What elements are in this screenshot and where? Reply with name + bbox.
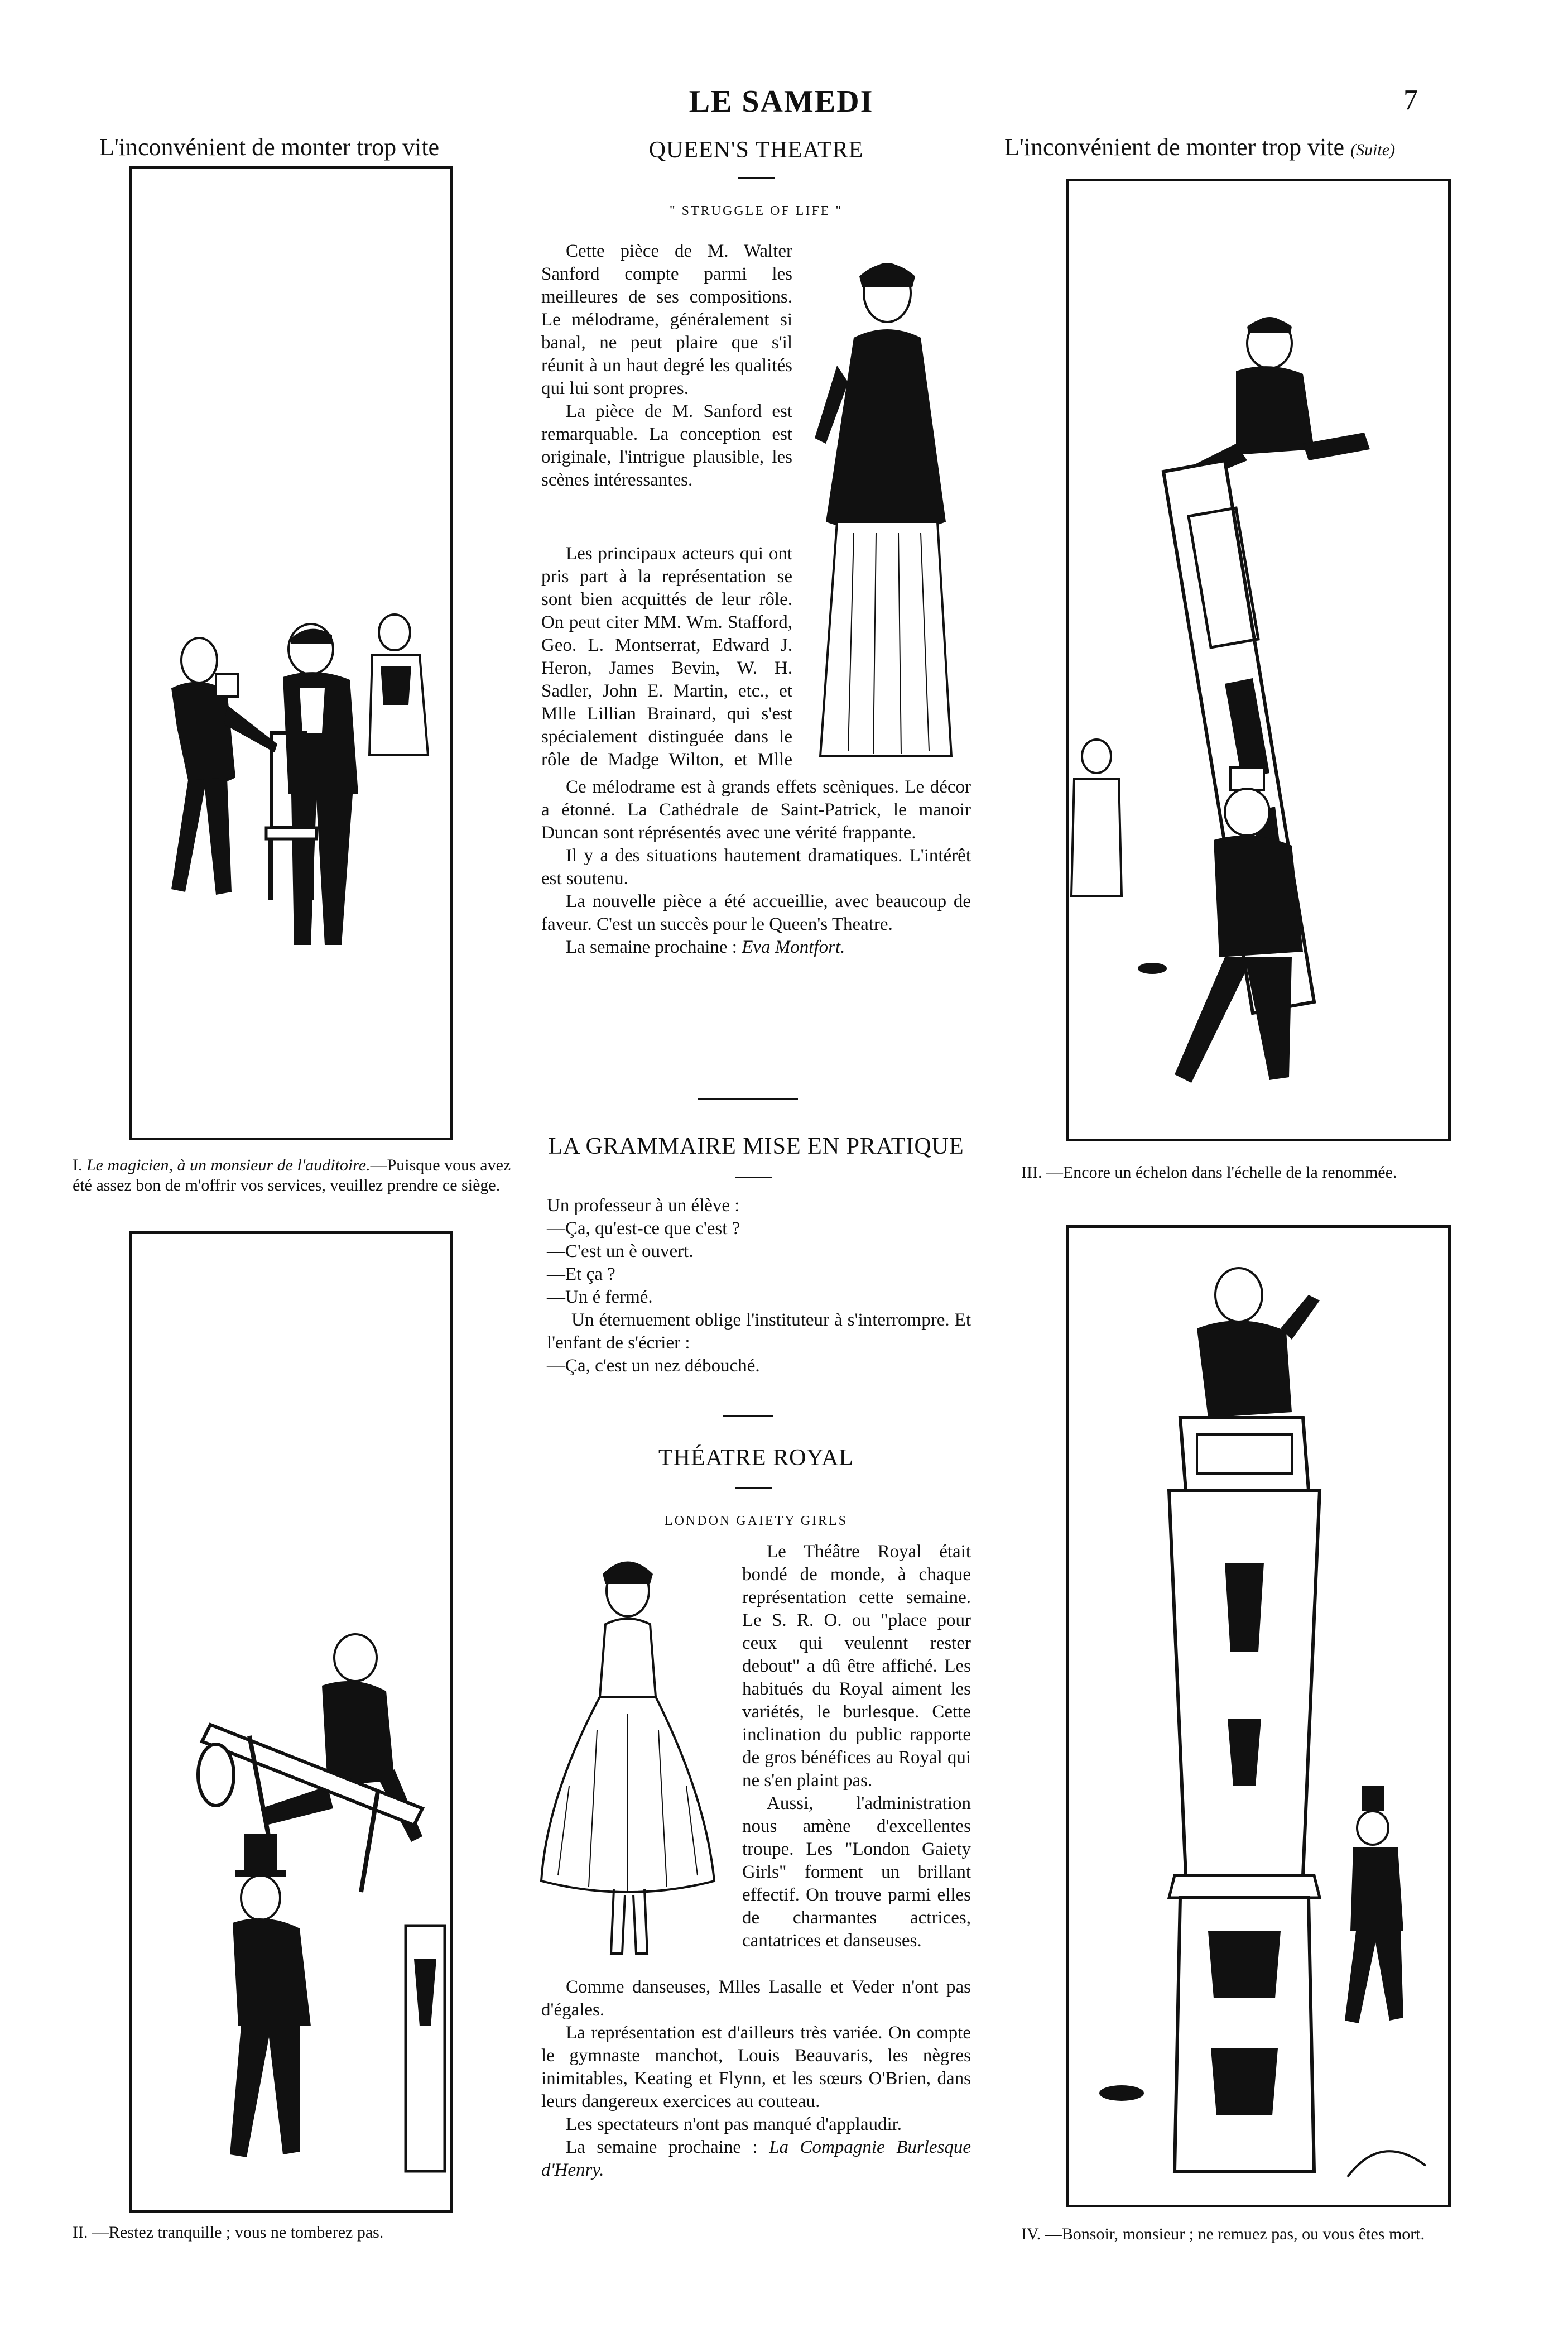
cartoon-panel-1 <box>129 166 453 1140</box>
royal-paragraph-5: Les spectateurs n'ont pas manqué d'applaudir. <box>566 2114 902 2134</box>
royal-paragraph-6 <box>541 2136 971 2182</box>
queens-paragraph-3: Les principaux acteurs qui ont pris part à la représentation se sont bien acquittés de leur rôle. On peut citer MM. Wm. Stafford, Geo. L. Montserrat, Edward J. Heron, James Bevin, W. H. Sadler, John E. Martin, etc., et Mlle Lillian Brainard, qui s'est spécialement distinguée dans le rôle de Madge Wilton, et Mlle <box>541 544 792 770</box>
right-column-title-suffix: (Suite) <box>1350 141 1396 159</box>
caption-panel-1 <box>73 1155 519 1196</box>
grammaire-line-3: —C'est un è ouvert. <box>547 1241 694 1261</box>
queens-next-week-prefix: La semaine prochaine : <box>566 937 737 957</box>
heading-rule <box>735 1487 772 1489</box>
theatre-royal-subheading: LONDON GAIETY GIRLS <box>664 1514 848 1528</box>
theatre-royal-heading: THÉATRE ROYAL <box>658 1445 854 1471</box>
page-number: 7 <box>1403 84 1418 116</box>
heading-rule <box>735 1177 772 1178</box>
queens-body-narrow <box>541 240 792 492</box>
grammaire-line-4: —Et ça ? <box>547 1264 615 1284</box>
caption-panel-4: IV. —Bonsoir, monsieur ; ne remuez pas, ou vous êtes mort. <box>1021 2225 1425 2243</box>
left-column-title: L'inconvénient de monter trop vite <box>99 133 440 161</box>
cartoon-panel-3 <box>1066 179 1451 1141</box>
grammaire-heading: LA GRAMMAIRE MISE EN PRATIQUE <box>548 1134 964 1159</box>
heading-rule <box>738 177 775 179</box>
royal-paragraph-3: Comme danseuses, Mlles Lasalle et Veder n'ont pas d'égales. <box>541 1977 971 2020</box>
masthead: LE SAMEDI <box>689 84 874 119</box>
queens-paragraph-7 <box>541 936 971 959</box>
section-divider-1 <box>698 1098 798 1100</box>
balancing-chair-illustration <box>1069 181 1448 1139</box>
caption-panel-3: III. —Encore un échelon dans l'échelle de la renommée. <box>1021 1163 1397 1182</box>
magician-illustration <box>132 169 450 1138</box>
royal-body-narrow <box>742 1540 971 1952</box>
caption-1-rest: —Puisque vous avez été assez bon de m'offrir vos services, veuillez prendre ce siège. <box>73 1156 511 1194</box>
queens-body-continued <box>541 543 792 771</box>
cartoon-panel-2 <box>129 1231 453 2213</box>
caption-panel-2: II. —Restez tranquille ; vous ne tomberez pas. <box>73 2223 384 2242</box>
queens-paragraph-5: Il y a des situations hautement dramatiques. L'intérêt est soutenu. <box>541 846 971 889</box>
royal-next-week-title: La Compagnie Burlesque d'Henry. <box>541 2137 971 2180</box>
queens-body-wide <box>541 776 971 959</box>
grammaire-line-2: —Ça, qu'est-ce que c'est ? <box>547 1218 740 1239</box>
royal-paragraph-2: Aussi, l'administration nous amène d'excellentes troupe. Les "London Gaiety Girls" forment un brillant effectif. On trouve parmi elles de charmantes actrices, cantatrices et danseuses. <box>742 1793 971 1951</box>
grammaire-paragraph-6: Un éternuement oblige l'instituteur à s'interrompre. Et l'enfant de s'écrier : <box>547 1310 971 1353</box>
right-column-title-group <box>1004 133 1395 161</box>
caption-1-italic: Le magicien, à un monsieur de l'auditoire. <box>86 1156 371 1174</box>
queens-theatre-heading: QUEEN'S THEATRE <box>648 137 864 163</box>
section-divider-2 <box>723 1415 773 1417</box>
royal-paragraph-1: Le Théâtre Royal était bondé de monde, à chaque représentation cette semaine. Le S. R. O. ou "place pour ceux qui veulennt rester debout" a dû être affiché. Les habitués du Royal aiment les variétés, le burlesque. Cette inclination du public rapporte de gros bénéfices au Royal qui ne s'en plaint pas. <box>742 1542 971 1791</box>
grammaire-line-1: Un professeur à un élève : <box>547 1196 740 1216</box>
grammaire-line-5: —Un é fermé. <box>547 1287 653 1307</box>
royal-body-wide <box>541 1976 971 2182</box>
queens-paragraph-1: Cette pièce de M. Walter Sanford compte parmi les meilleures de ses compositions. Le mélodrame, généralement si banal, ne peut plaire que s'il réunit à un haut degré les qualités qui lui sont propres. <box>541 241 792 399</box>
queens-paragraph-4: Ce mélodrame est à grands effets scèniques. Le décor a étonné. La Cathédrale de Saint-Patrick, le manoir Duncan sont réprésentés avec une vérité frappante. <box>541 777 971 843</box>
pedestal-illustration <box>1069 1228 1448 2205</box>
royal-paragraph-4: La représentation est d'ailleurs très variée. On compte le gymnaste manchot, Louis Beauvaris, les nègres inimitables, Keating et Flynn, et les sœurs O'Brien, dans leurs dangereux exercices au couteau. <box>541 2023 971 2111</box>
grammaire-line-7: —Ça, c'est un nez débouché. <box>547 1356 760 1376</box>
queens-next-week-title: Eva Montfort. <box>742 937 845 957</box>
queens-paragraph-2: La pièce de M. Sanford est remarquable. La conception est originale, l'intrigue plausible, les scènes intéressantes. <box>541 401 792 490</box>
queens-theatre-subheading: " STRUGGLE OF LIFE " <box>669 204 843 218</box>
royal-next-week-prefix: La semaine prochaine : <box>566 2137 758 2157</box>
tipping-chair-illustration <box>132 1234 450 2210</box>
caption-1-prefix: I. <box>73 1156 83 1174</box>
right-column-title: L'inconvénient de monter trop vite <box>1004 133 1345 161</box>
dancer-illustration <box>536 1546 720 1970</box>
queens-paragraph-6: La nouvelle pièce a été accueillie, avec beaucoup de faveur. C'est un succès pour le Queen's Theatre. <box>541 891 971 934</box>
actress-illustration <box>804 254 965 767</box>
grammaire-body <box>547 1194 971 1378</box>
cartoon-panel-4 <box>1066 1225 1451 2207</box>
